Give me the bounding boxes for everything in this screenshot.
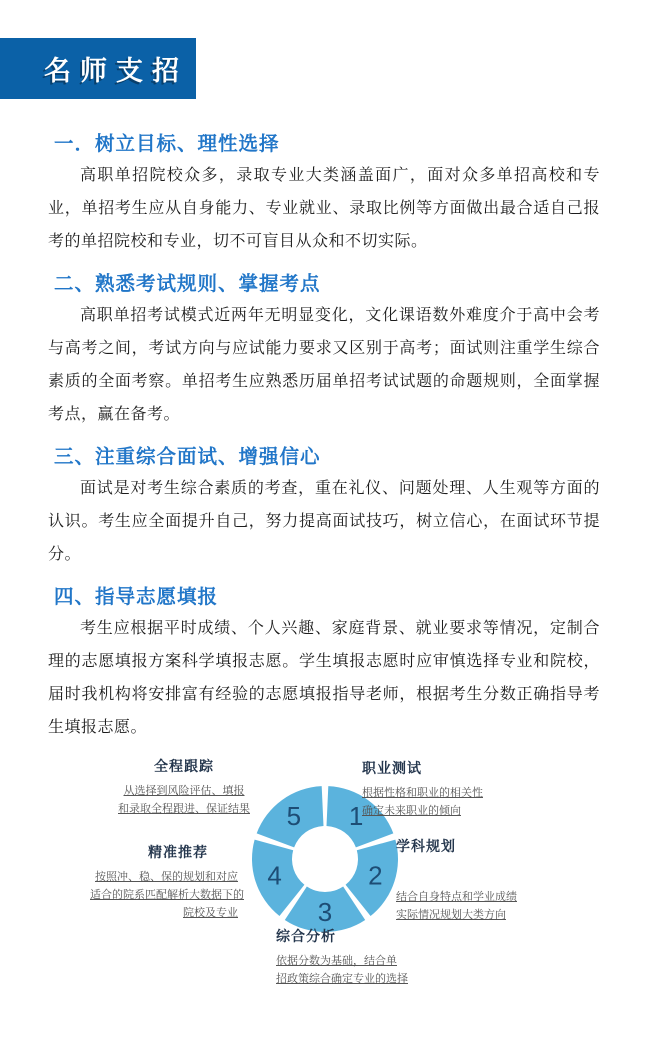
section-application-heading: 四、指导志愿填报 — [54, 586, 219, 608]
section-application — [48, 581, 600, 744]
label-career-test-line: 根据性格和职业的相关性 — [362, 787, 483, 799]
label-subject-planning-line: 实际情况规划大类方向 — [396, 909, 506, 921]
label-comprehensive-analysis-line: 招政策综合确定专业的选择 — [276, 973, 408, 985]
donut-number-3: 3 — [317, 897, 333, 927]
label-comprehensive-analysis — [276, 926, 408, 988]
section-interview-body: 面试是对考生综合素质的考查，重在礼仪、问题处理、人生观等方面的认识。考生应全面提升自己，努力提高面试技巧，树立信心，在面试环节提分。 — [48, 480, 600, 563]
section-interview-heading: 三、注重综合面试、增强信心 — [54, 446, 321, 468]
label-precise-recommendation-line: 院校及专业 — [183, 907, 238, 919]
section-interview — [48, 441, 600, 571]
label-full-tracking — [104, 756, 264, 818]
label-comprehensive-analysis-line: 依据分数为基础，结合单 — [276, 955, 397, 967]
donut-number-2: 2 — [368, 860, 383, 891]
label-precise-recommendation-line: 适合的院系匹配解析大数据下的 — [90, 889, 244, 901]
donut-number-1: 1 — [348, 801, 364, 832]
label-comprehensive-analysis-title: 综合分析 — [276, 928, 336, 944]
label-subject-planning-title: 学科规划 — [396, 838, 456, 854]
process-diagram — [90, 756, 570, 1056]
section-application-body: 考生应根据平时成绩、个人兴趣、家庭背景、就业要求等情况，定制合理的志愿填报方案科学填报志愿。学生填报志愿时应审慎选择专业和院校，届时我机构将安排富有经验的志愿填报指导老师，根据考生分数正确指导考生填报志愿。 — [48, 620, 600, 736]
label-precise-recommendation-line: 按照冲、稳、保的规划和对应 — [95, 871, 238, 883]
section-goal-heading: 一．树立目标、理性选择 — [54, 133, 280, 155]
page-title: 名师支招 — [44, 56, 188, 86]
section-exam-rules-body: 高职单招考试模式近两年无明显变化，文化课语数外难度介于高中会考与高考之间，考试方向与应试能力要求又区别于高考；面试则注重学生综合素质的全面考察。单招考生应熟悉历届单招考试试题的命题规则，全面掌握考点，赢在备考。 — [48, 307, 600, 423]
label-career-test — [362, 758, 483, 820]
label-full-tracking-title: 全程跟踪 — [154, 758, 214, 774]
label-subject-planning-line: 结合自身特点和学业成绩 — [396, 891, 517, 903]
label-full-tracking-line: 从选择到风险评估、填报 — [123, 785, 245, 797]
label-precise-recommendation — [90, 842, 244, 922]
label-career-test-title: 职业测试 — [362, 760, 422, 776]
label-full-tracking-line: 和录取全程跟进、保证结果 — [118, 803, 250, 815]
donut-number-5: 5 — [286, 801, 302, 832]
page-header-band — [0, 38, 196, 99]
section-exam-rules-heading: 二、熟悉考试规则、掌握考点 — [54, 273, 321, 295]
section-goal-body: 高职单招院校众多，录取专业大类涵盖面广，面对众多单招高校和专业，单招考生应从自身能力、专业就业、录取比例等方面做出最合适自己报考的单招院校和专业，切不可盲目从众和不切实际。 — [48, 167, 600, 250]
label-career-test-line: 确定未来职业的倾向 — [362, 805, 461, 817]
label-precise-recommendation-title: 精准推荐 — [148, 844, 208, 860]
section-goal — [48, 128, 600, 258]
donut-number-4: 4 — [267, 860, 282, 891]
label-subject-planning — [396, 836, 517, 924]
section-exam-rules — [48, 268, 600, 431]
content-area — [0, 118, 650, 1056]
label-gap — [396, 862, 517, 888]
